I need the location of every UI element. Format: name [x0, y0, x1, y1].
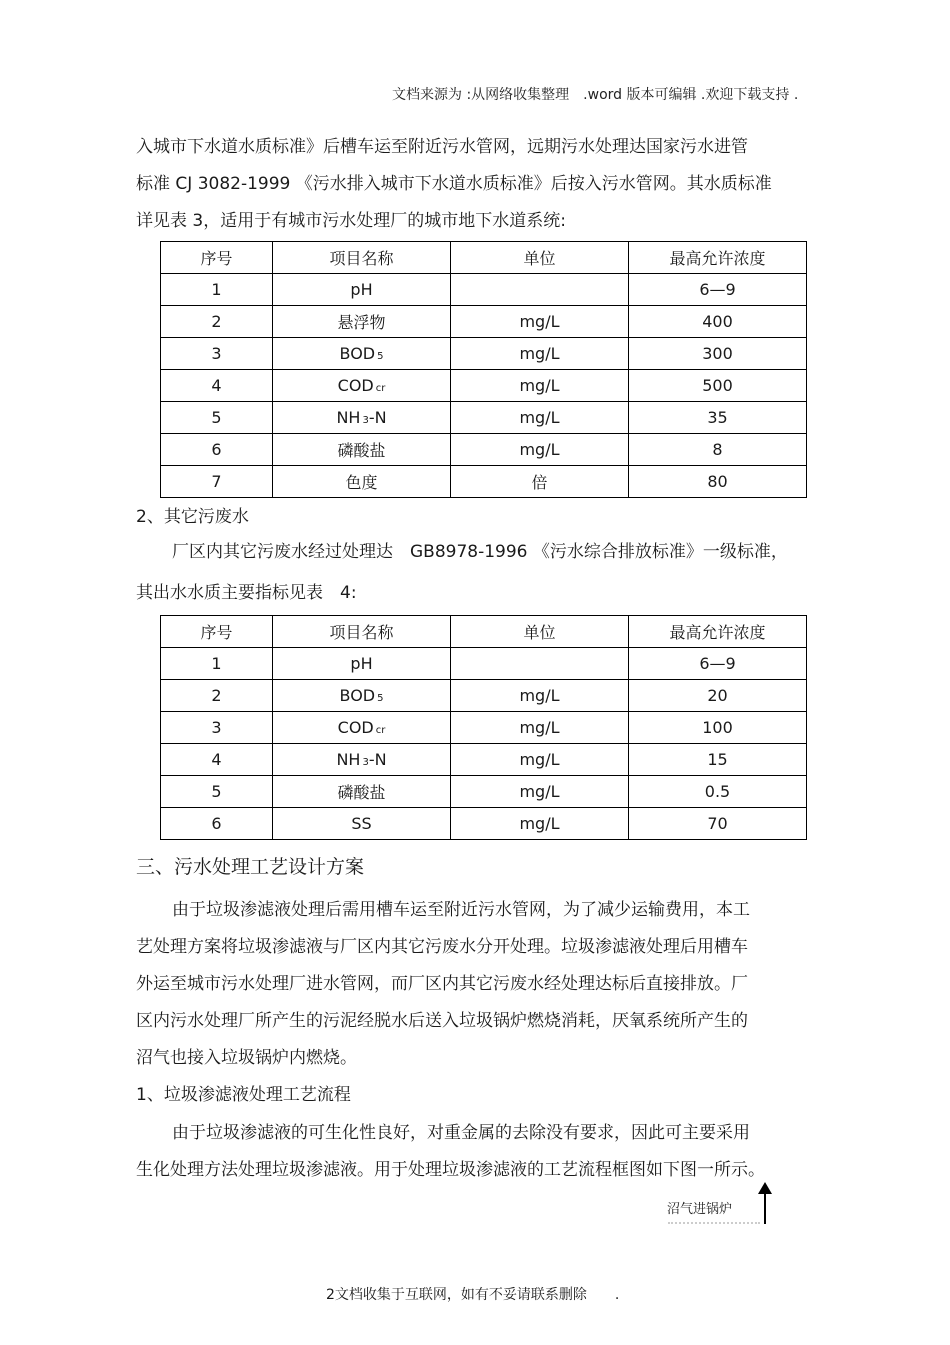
unit-cell: mg/L — [451, 434, 629, 466]
table-row — [161, 402, 807, 434]
table-row — [161, 648, 807, 680]
max-concentration-cell: 80 — [629, 466, 807, 498]
item-name: 悬浮物 — [337, 313, 386, 332]
max-concentration-cell: 70 — [629, 808, 807, 840]
table-header-cell: 项目名称 — [273, 616, 451, 648]
page-header: 文档来源为 :从网络收集整理 .word 版本可编辑 .欢迎下载支持 . — [392, 87, 799, 103]
item-name-cell — [273, 648, 451, 680]
section-3-para2-line-1: 由于垃圾渗滤液的可生化性良好，对重金属的去除没有要求，因此可主要采用 — [172, 1123, 750, 1143]
table-row — [161, 466, 807, 498]
table-header-cell: 最高允许浓度 — [629, 242, 807, 274]
item-name-cell — [273, 680, 451, 712]
item-name-subscript: cr — [375, 383, 386, 394]
item-name-cell — [273, 776, 451, 808]
max-concentration-cell: 20 — [629, 680, 807, 712]
row-number-cell: 6 — [161, 808, 273, 840]
max-concentration-cell: 400 — [629, 306, 807, 338]
table-row — [161, 680, 807, 712]
section-2-line-2: 其出水水质主要指标见表 4: — [136, 583, 357, 603]
item-name-subscript: 3 — [362, 757, 369, 768]
item-name: 色度 — [345, 473, 378, 492]
max-concentration-cell: 0.5 — [629, 776, 807, 808]
item-name-cell — [273, 402, 451, 434]
page-footer: 2文档收集于互联网，如有不妥请联系删除 . — [326, 1287, 620, 1303]
item-name-cell — [273, 712, 451, 744]
item-name: NH — [336, 408, 361, 427]
table-header-cell: 单位 — [451, 616, 629, 648]
table-row — [161, 306, 807, 338]
item-name: NH — [336, 750, 361, 769]
section-3-para2-line-2: 生化处理方法处理垃圾渗滤液。用于处理垃圾渗滤液的工艺流程框图如下图一所示。 — [136, 1160, 765, 1180]
table-header-cell: 序号 — [161, 616, 273, 648]
row-number-cell: 4 — [161, 744, 273, 776]
row-number-cell: 2 — [161, 306, 273, 338]
item-name: pH — [350, 654, 373, 673]
unit-cell: mg/L — [451, 338, 629, 370]
row-number-cell: 3 — [161, 338, 273, 370]
item-name-subscript: 5 — [377, 693, 384, 704]
item-name-cell — [273, 306, 451, 338]
table-row — [161, 744, 807, 776]
item-name: pH — [350, 280, 373, 299]
max-concentration-cell: 6—9 — [629, 648, 807, 680]
item-name-suffix: -N — [368, 408, 387, 427]
section-2-line-1: 厂区内其它污废水经过处理达 GB8978-1996 《污水综合排放标准》一级标准， — [172, 542, 788, 562]
row-number-cell: 6 — [161, 434, 273, 466]
item-name-cell — [273, 744, 451, 776]
unit-cell — [451, 274, 629, 306]
unit-cell: 倍 — [451, 466, 629, 498]
unit-cell: mg/L — [451, 744, 629, 776]
table-header-cell: 项目名称 — [273, 242, 451, 274]
table-row — [161, 338, 807, 370]
item-name-cell — [273, 274, 451, 306]
row-number-cell: 5 — [161, 776, 273, 808]
unit-cell: mg/L — [451, 402, 629, 434]
max-concentration-cell: 500 — [629, 370, 807, 402]
item-name-cell — [273, 808, 451, 840]
item-name-cell — [273, 466, 451, 498]
table-row — [161, 370, 807, 402]
up-arrow-icon — [764, 1188, 766, 1224]
table-row — [161, 274, 807, 306]
item-name-cell — [273, 370, 451, 402]
intro-line-2: 标准 CJ 3082-1999 《污水排入城市下水道水质标准》后按入污水管网。其水质标准 — [136, 174, 772, 194]
section-3-title: 三、污水处理工艺设计方案 — [136, 856, 365, 878]
row-number-cell: 1 — [161, 274, 273, 306]
item-name: 磷酸盐 — [337, 441, 386, 460]
item-name-subscript: 3 — [362, 415, 369, 426]
unit-cell: mg/L — [451, 306, 629, 338]
row-number-cell: 4 — [161, 370, 273, 402]
table-row — [161, 712, 807, 744]
water-quality-table-3 — [160, 241, 807, 498]
table-header-row — [161, 616, 807, 648]
table-header-cell: 最高允许浓度 — [629, 616, 807, 648]
biogas-to-boiler-label: 沼气进锅炉 — [667, 1202, 733, 1217]
item-name: SS — [351, 814, 372, 833]
section-3-para1-line-1: 由于垃圾渗滤液处理后需用槽车运至附近污水管网，为了减少运输费用，本工 — [172, 900, 750, 920]
unit-cell: mg/L — [451, 370, 629, 402]
item-name: COD — [337, 718, 374, 737]
table-row — [161, 434, 807, 466]
item-name: BOD — [339, 686, 376, 705]
intro-line-1: 入城市下水道水质标准》后槽车运至附近污水管网，远期污水处理达国家污水进管 — [136, 137, 748, 157]
max-concentration-cell: 100 — [629, 712, 807, 744]
item-name: COD — [337, 376, 374, 395]
item-name-subscript: 5 — [377, 351, 384, 362]
row-number-cell: 2 — [161, 680, 273, 712]
item-name-cell — [273, 338, 451, 370]
max-concentration-cell: 8 — [629, 434, 807, 466]
section-2-heading: 2、其它污废水 — [136, 507, 249, 527]
item-name-subscript: cr — [375, 725, 386, 736]
section-3-para1-line-5: 沼气也接入垃圾锅炉内燃烧。 — [136, 1048, 357, 1068]
max-concentration-cell: 15 — [629, 744, 807, 776]
row-number-cell: 5 — [161, 402, 273, 434]
section-3-para1-line-4: 区内污水处理厂所产生的污泥经脱水后送入垃圾锅炉燃烧消耗，厌氧系统所产生的 — [136, 1011, 748, 1031]
unit-cell: mg/L — [451, 808, 629, 840]
item-name: BOD — [339, 344, 376, 363]
section-3-para1-line-2: 艺处理方案将垃圾渗滤液与厂区内其它污废水分开处理。垃圾渗滤液处理后用槽车 — [136, 937, 748, 957]
unit-cell: mg/L — [451, 712, 629, 744]
subsection-1-heading: 1、垃圾渗滤液处理工艺流程 — [136, 1085, 351, 1105]
table-header-cell: 序号 — [161, 242, 273, 274]
unit-cell — [451, 648, 629, 680]
diagram-dotted-divider — [668, 1222, 760, 1224]
table-row — [161, 776, 807, 808]
unit-cell: mg/L — [451, 680, 629, 712]
table-row — [161, 808, 807, 840]
max-concentration-cell: 300 — [629, 338, 807, 370]
table-header-cell: 单位 — [451, 242, 629, 274]
row-number-cell: 3 — [161, 712, 273, 744]
item-name: 磷酸盐 — [337, 783, 386, 802]
table-header-row — [161, 242, 807, 274]
water-quality-table-4 — [160, 615, 807, 840]
max-concentration-cell: 35 — [629, 402, 807, 434]
intro-line-3: 详见表 3，适用于有城市污水处理厂的城市地下水道系统: — [136, 211, 566, 231]
row-number-cell: 7 — [161, 466, 273, 498]
unit-cell: mg/L — [451, 776, 629, 808]
item-name-suffix: -N — [368, 750, 387, 769]
section-3-para1-line-3: 外运至城市污水处理厂进水管网，而厂区内其它污废水经处理达标后直接排放。厂 — [136, 974, 748, 994]
item-name-cell — [273, 434, 451, 466]
row-number-cell: 1 — [161, 648, 273, 680]
max-concentration-cell: 6—9 — [629, 274, 807, 306]
